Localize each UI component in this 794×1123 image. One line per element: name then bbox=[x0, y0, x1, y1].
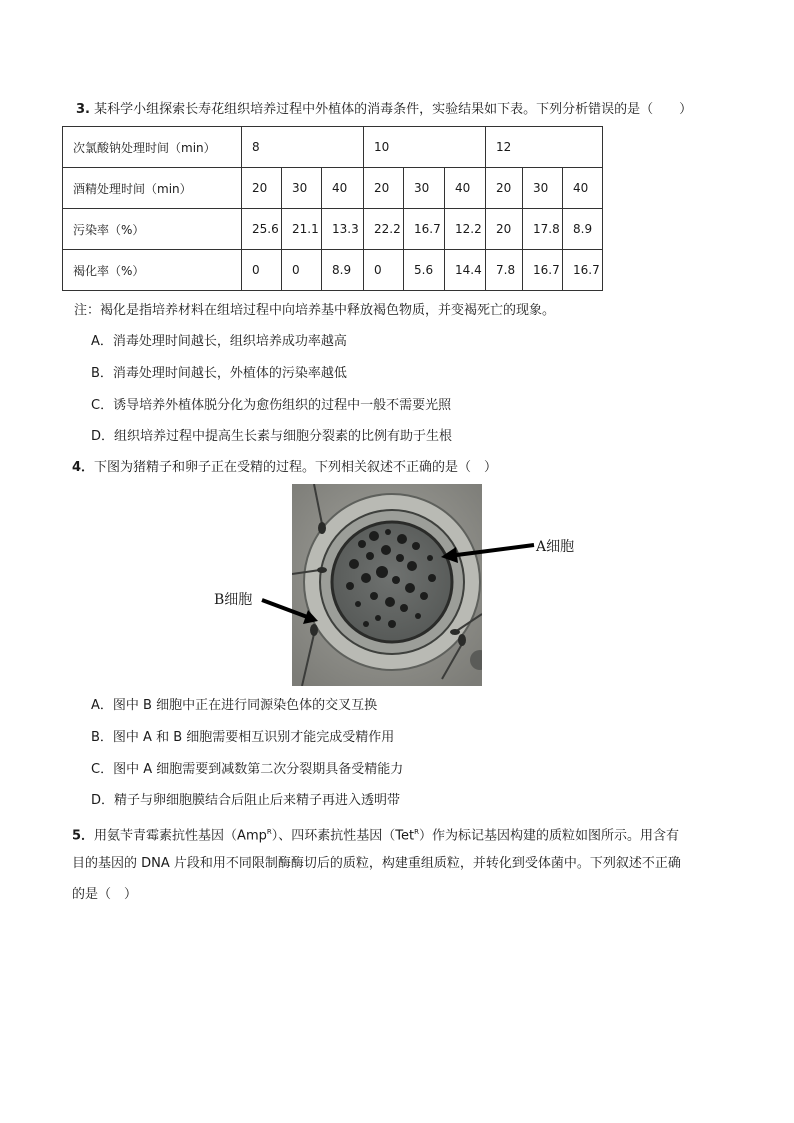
table-cell: 20 bbox=[242, 168, 282, 209]
superscript-r: R bbox=[414, 828, 419, 836]
table-cell: 40 bbox=[445, 168, 486, 209]
table-cell: 8.9 bbox=[563, 209, 603, 250]
q3-option-b: B．消毒处理时间越长，外植体的污染率越低 bbox=[91, 366, 347, 381]
row-header-sodium: 次氯酸钠处理时间（min） bbox=[63, 127, 242, 168]
table-cell: 16.7 bbox=[563, 250, 603, 291]
table-cell: 20 bbox=[486, 168, 523, 209]
table-cell: 25.6 bbox=[242, 209, 282, 250]
cell-sodium-10: 10 bbox=[364, 127, 486, 168]
q4-stem-text: 下图为猪精子和卵子正在受精的过程。下列相关叙述不正确的是（ ） bbox=[94, 460, 498, 475]
q5-stem-part: 用氨苄青霉素抗性基因（Amp bbox=[94, 828, 267, 844]
cell-sodium-12: 12 bbox=[486, 127, 603, 168]
q5-stem-part: ）作为标记基因构建的质粒如图所示。用含有 bbox=[418, 828, 679, 844]
cell-sodium-8: 8 bbox=[242, 127, 364, 168]
table-cell: 8.9 bbox=[322, 250, 364, 291]
table-cell: 14.4 bbox=[445, 250, 486, 291]
q3-note: 注：褐化是指培养材料在组培过程中向培养基中释放褐色物质，并变褐死亡的现象。 bbox=[74, 303, 556, 318]
q3-option-c: C．诱导培养外植体脱分化为愈伤组织的过程中一般不需要光照 bbox=[91, 398, 452, 413]
table-cell: 40 bbox=[322, 168, 364, 209]
table-cell: 40 bbox=[563, 168, 603, 209]
q3-option-d: D．组织培养过程中提高生长素与细胞分裂素的比例有助于生根 bbox=[91, 429, 453, 444]
table-cell: 13.3 bbox=[322, 209, 364, 250]
table-cell: 30 bbox=[404, 168, 445, 209]
q5-stem-line-1 bbox=[72, 823, 679, 845]
table-cell: 0 bbox=[282, 250, 322, 291]
table-cell: 20 bbox=[486, 209, 523, 250]
table-cell: 12.2 bbox=[445, 209, 486, 250]
q3-stem-text: 某科学小组探索长寿花组织培养过程中外植体的消毒条件，实验结果如下表。下列分析错误的是（ ） bbox=[94, 102, 693, 117]
table-cell: 17.8 bbox=[523, 209, 563, 250]
table-cell: 30 bbox=[282, 168, 322, 209]
table-cell: 0 bbox=[364, 250, 404, 291]
arrow-to-a-cell bbox=[449, 545, 534, 556]
table-cell: 0 bbox=[242, 250, 282, 291]
q5-stem-line-3: 的是（ ） bbox=[72, 887, 138, 902]
q4-option-d: D．精子与卵细胞膜结合后阻止后来精子再进入透明带 bbox=[91, 793, 401, 808]
table-cell: 22.2 bbox=[364, 209, 404, 250]
q3-option-a: A．消毒处理时间越长，组织培养成功率越高 bbox=[91, 334, 347, 349]
q4-option-a: A．图中 B 细胞中正在进行同源染色体的交叉互换 bbox=[91, 698, 378, 713]
q5-stem-part: ）、四环素抗性基因（Tet bbox=[271, 828, 415, 844]
arrow-to-b-cell bbox=[262, 600, 310, 618]
q5-stem-line-2: 目的基因的 DNA 片段和用不同限制酶酶切后的质粒，构建重组质粒，并转化到受体菌中。下列叙述不正确 bbox=[72, 856, 681, 871]
q5-number: 5． bbox=[72, 828, 95, 844]
table-cell: 16.7 bbox=[404, 209, 445, 250]
label-a-cell: A细胞 bbox=[536, 539, 575, 555]
row-header-browning: 褐化率（%） bbox=[63, 250, 242, 291]
superscript-r: R bbox=[266, 828, 272, 836]
table-cell: 7.8 bbox=[486, 250, 523, 291]
table-cell: 5.6 bbox=[404, 250, 445, 291]
q4-option-c: C．图中 A 细胞需要到减数第二次分裂期具备受精能力 bbox=[91, 762, 404, 777]
arrow-head-a-icon bbox=[441, 547, 458, 563]
label-b-cell: B细胞 bbox=[214, 592, 253, 608]
table-cell: 30 bbox=[523, 168, 563, 209]
table-cell: 16.7 bbox=[523, 250, 563, 291]
row-header-alcohol: 酒精处理时间（min） bbox=[63, 168, 242, 209]
q4-option-b: B．图中 A 和 B 细胞需要相互识别才能完成受精作用 bbox=[91, 730, 395, 745]
q4-number: 4． bbox=[72, 460, 95, 475]
row-header-contamination: 污染率（%） bbox=[63, 209, 242, 250]
table-cell: 21.1 bbox=[282, 209, 322, 250]
q3-number: 3. bbox=[76, 102, 90, 117]
table-cell: 20 bbox=[364, 168, 404, 209]
